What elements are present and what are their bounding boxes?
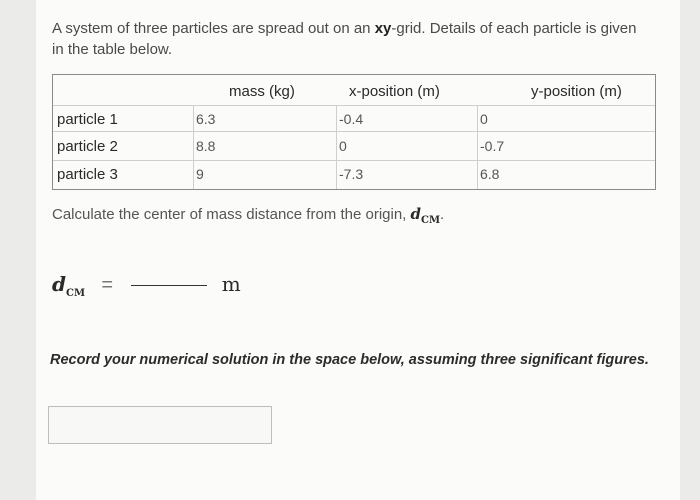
cell-mass-3: 9 — [196, 166, 204, 182]
question-sentence: Calculate the center of mass distance from the origin, — [52, 206, 411, 223]
row-label-particle-3: particle 3 — [57, 166, 118, 183]
cell-y-3: 6.8 — [480, 166, 500, 182]
question-card — [36, 0, 680, 500]
header-y-position: y-position (m) — [531, 83, 622, 100]
cell-mass-2: 8.8 — [196, 138, 216, 154]
column-divider — [477, 105, 478, 189]
row-divider — [53, 131, 655, 132]
intro-text-2: -grid. Details of each particle is given in the table below. — [52, 20, 637, 58]
cell-x-1: -0.4 — [339, 111, 364, 127]
cell-mass-1: 6.3 — [196, 111, 216, 127]
answer-equation — [52, 272, 241, 299]
intro-bold-xy: xy — [374, 20, 392, 37]
column-divider — [193, 105, 194, 189]
cell-y-2: -0.7 — [480, 138, 505, 154]
row-divider — [53, 160, 655, 161]
equals-sign: = — [101, 274, 114, 296]
cell-x-3: -7.3 — [339, 166, 364, 182]
header-mass: mass (kg) — [229, 83, 295, 100]
cell-x-2: 0 — [339, 138, 347, 154]
row-label-particle-2: particle 2 — [57, 138, 118, 155]
unit-label: m — [221, 272, 241, 296]
answer-blank-line — [131, 285, 207, 286]
equation-symbol: $d_{CM}$ — [52, 272, 86, 299]
intro-text-1: A system of three particles are spread out on an — [52, 20, 375, 37]
header-x-position: x-position (m) — [349, 83, 440, 100]
row-divider — [53, 105, 655, 106]
answer-input[interactable] — [48, 406, 272, 444]
problem-intro — [52, 18, 652, 60]
cell-y-1: 0 — [480, 111, 488, 127]
question-text: Calculate the center of mass distance from the origin, $d_{CM}$. — [52, 205, 445, 226]
instruction-text: Record your numerical solution in the space below, assuming three significant figures. — [50, 352, 649, 368]
row-label-particle-1: particle 1 — [57, 111, 118, 128]
particle-table — [52, 74, 656, 190]
column-divider — [336, 105, 337, 189]
dcm-symbol: $d_{CM}$ — [410, 205, 441, 226]
